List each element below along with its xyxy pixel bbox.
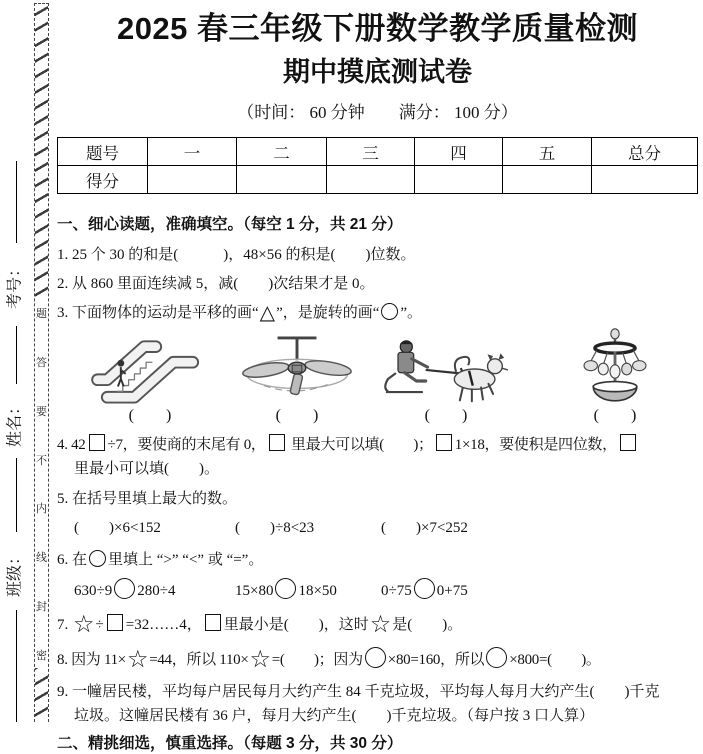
seal-char: 封 [36, 601, 47, 614]
escalator-illustration [90, 335, 210, 405]
paper-body [57, 0, 698, 754]
seal-hatch-marks [35, 4, 48, 302]
circle-symbol [414, 578, 435, 599]
compare-expression: 630÷9 280÷4 [74, 578, 235, 603]
box-symbol [205, 614, 221, 631]
answer-blank: ( ) [424, 407, 468, 424]
time-score-info: （时间： 60 分钟 满分： 100 分） [237, 103, 518, 122]
circle-symbol [486, 647, 507, 668]
seal-underline [16, 161, 17, 243]
score-table-score-row [58, 166, 698, 194]
star-symbol: ☆ [73, 610, 95, 638]
compare-expression: 0÷75 0+75 [381, 578, 468, 603]
seal-char: 内 [36, 503, 47, 516]
compare-expression: 15×80 18×50 [235, 578, 381, 603]
question-1: 1. 25 个 30 的和是( )，48×56 的积是( )位数。 [57, 247, 416, 263]
ceiling-fan-figure [233, 328, 361, 425]
box-symbol [89, 434, 105, 451]
seal-hatch-marks [35, 668, 48, 722]
question-5: 5. 在括号里填上最大的数。 [57, 491, 238, 507]
page-title: 2025 春三年级下册数学教学质量检测 [116, 11, 639, 46]
seal-line-strip [34, 3, 49, 722]
star-symbol: ☆ [126, 645, 149, 673]
circle-symbol [89, 550, 106, 567]
student-name-label [0, 388, 26, 458]
class-label-text: 班级： [6, 548, 24, 598]
box-symbol [620, 434, 636, 451]
score-table-cell: 得分 [58, 166, 148, 194]
box-symbol [107, 614, 123, 631]
star-symbol: ☆ [249, 645, 271, 673]
dog-sled-figure [375, 328, 517, 425]
circle-symbol [275, 578, 296, 599]
section-1-heading: 一、细心读题，准确填空。（每空 1 分，共 21 分） [57, 216, 403, 233]
score-table-empty-cell [415, 166, 503, 194]
dog-sled-illustration [378, 333, 514, 405]
fill-blank-expression: ( )÷8<23 [235, 520, 315, 536]
score-table-header-row [58, 138, 698, 166]
score-table-cell: 五 [503, 138, 592, 166]
seal-char: 线 [36, 552, 47, 565]
seal-char: 题 [36, 308, 47, 320]
circle-symbol [365, 647, 386, 668]
answer-blank: ( ) [275, 407, 319, 424]
box-symbol [436, 434, 452, 451]
seal-char: 密 [36, 649, 47, 662]
seal-underline [16, 326, 17, 384]
question-4-line-1: 4. 42 ÷7，要使商的末尾有 0， 里最大可以填( )； 1×18，要使积是四位数， [57, 433, 698, 457]
score-table-cell: 三 [327, 138, 415, 166]
question-7: 7. ☆÷ =32……4， 里最小是( )，这时☆是( )。 [57, 610, 463, 638]
question-9-line-1: 9. 一幢居民楼，平均每户居民每月大约产生 84 千克垃圾，平均每人每月大约产生( )千克 [57, 684, 660, 700]
circle-symbol [114, 578, 135, 599]
seal-line-text [35, 302, 48, 668]
seal-char: 不 [36, 454, 47, 467]
exam-number-label-text: 考号： [6, 260, 24, 310]
tri-symbol: △ [259, 300, 276, 324]
score-table-empty-cell [327, 166, 415, 194]
score-table-empty-cell [503, 166, 592, 194]
seal-char: 要 [36, 405, 47, 418]
circle-symbol [381, 303, 398, 320]
score-table-cell: 四 [415, 138, 503, 166]
seal-underline [16, 610, 17, 722]
ceiling-fan-illustration [237, 335, 357, 405]
question-8: 8. 因为 11×☆=44，所以 110×☆=( )；因为 ×80=160，所以 ×800=( )。 [57, 645, 601, 673]
question-3-figures [57, 328, 698, 427]
question-5-items [57, 516, 698, 540]
score-table-cell: 一 [148, 138, 237, 166]
fill-blank-expression: ( )×7<252 [381, 520, 468, 536]
question-3: 3. 下面物体的运动是平移的画“△”，是旋转的画“ ”。 [57, 300, 423, 324]
question-6-items [57, 578, 698, 603]
score-table-empty-cell [148, 166, 237, 194]
question-9-line-2: 垃圾。这幢居民楼有 36 户，每月大约产生( )千克垃圾。（每户按 3 口人算） [74, 708, 594, 724]
carousel-illustration [572, 328, 658, 405]
star-symbol: ☆ [369, 610, 392, 638]
carousel-figure [562, 328, 668, 425]
fill-blank-expression: ( )×6<152 [74, 520, 161, 536]
escalator-figure [85, 328, 215, 425]
answer-blank: ( ) [593, 407, 637, 424]
score-table-empty-cell [592, 166, 698, 194]
exam-number-label [0, 246, 26, 324]
score-table-empty-cell [237, 166, 327, 194]
seal-char: 答 [36, 356, 47, 369]
score-table-cell: 二 [237, 138, 327, 166]
score-table-cell: 题号 [58, 138, 148, 166]
page-subtitle: 期中摸底测试卷 [283, 57, 472, 87]
score-table-cell: 总分 [592, 138, 698, 166]
question-2: 2. 从 860 里面连续减 5，减( )次结果才是 0。 [57, 276, 375, 292]
student-name-label-text: 姓名： [6, 398, 24, 448]
score-table [57, 137, 698, 194]
section-2-heading: 二、精挑细选，慎重选择。（每题 3 分，共 30 分） [57, 735, 403, 752]
question-4-line-2: 里最小可以填( )。 [74, 461, 219, 477]
answer-blank: ( ) [128, 407, 172, 424]
seal-underline [16, 458, 17, 532]
box-symbol [269, 434, 285, 451]
class-label [0, 538, 26, 608]
question-6: 6. 在 里填上 “>” “<” 或 “=”。 [57, 552, 264, 568]
